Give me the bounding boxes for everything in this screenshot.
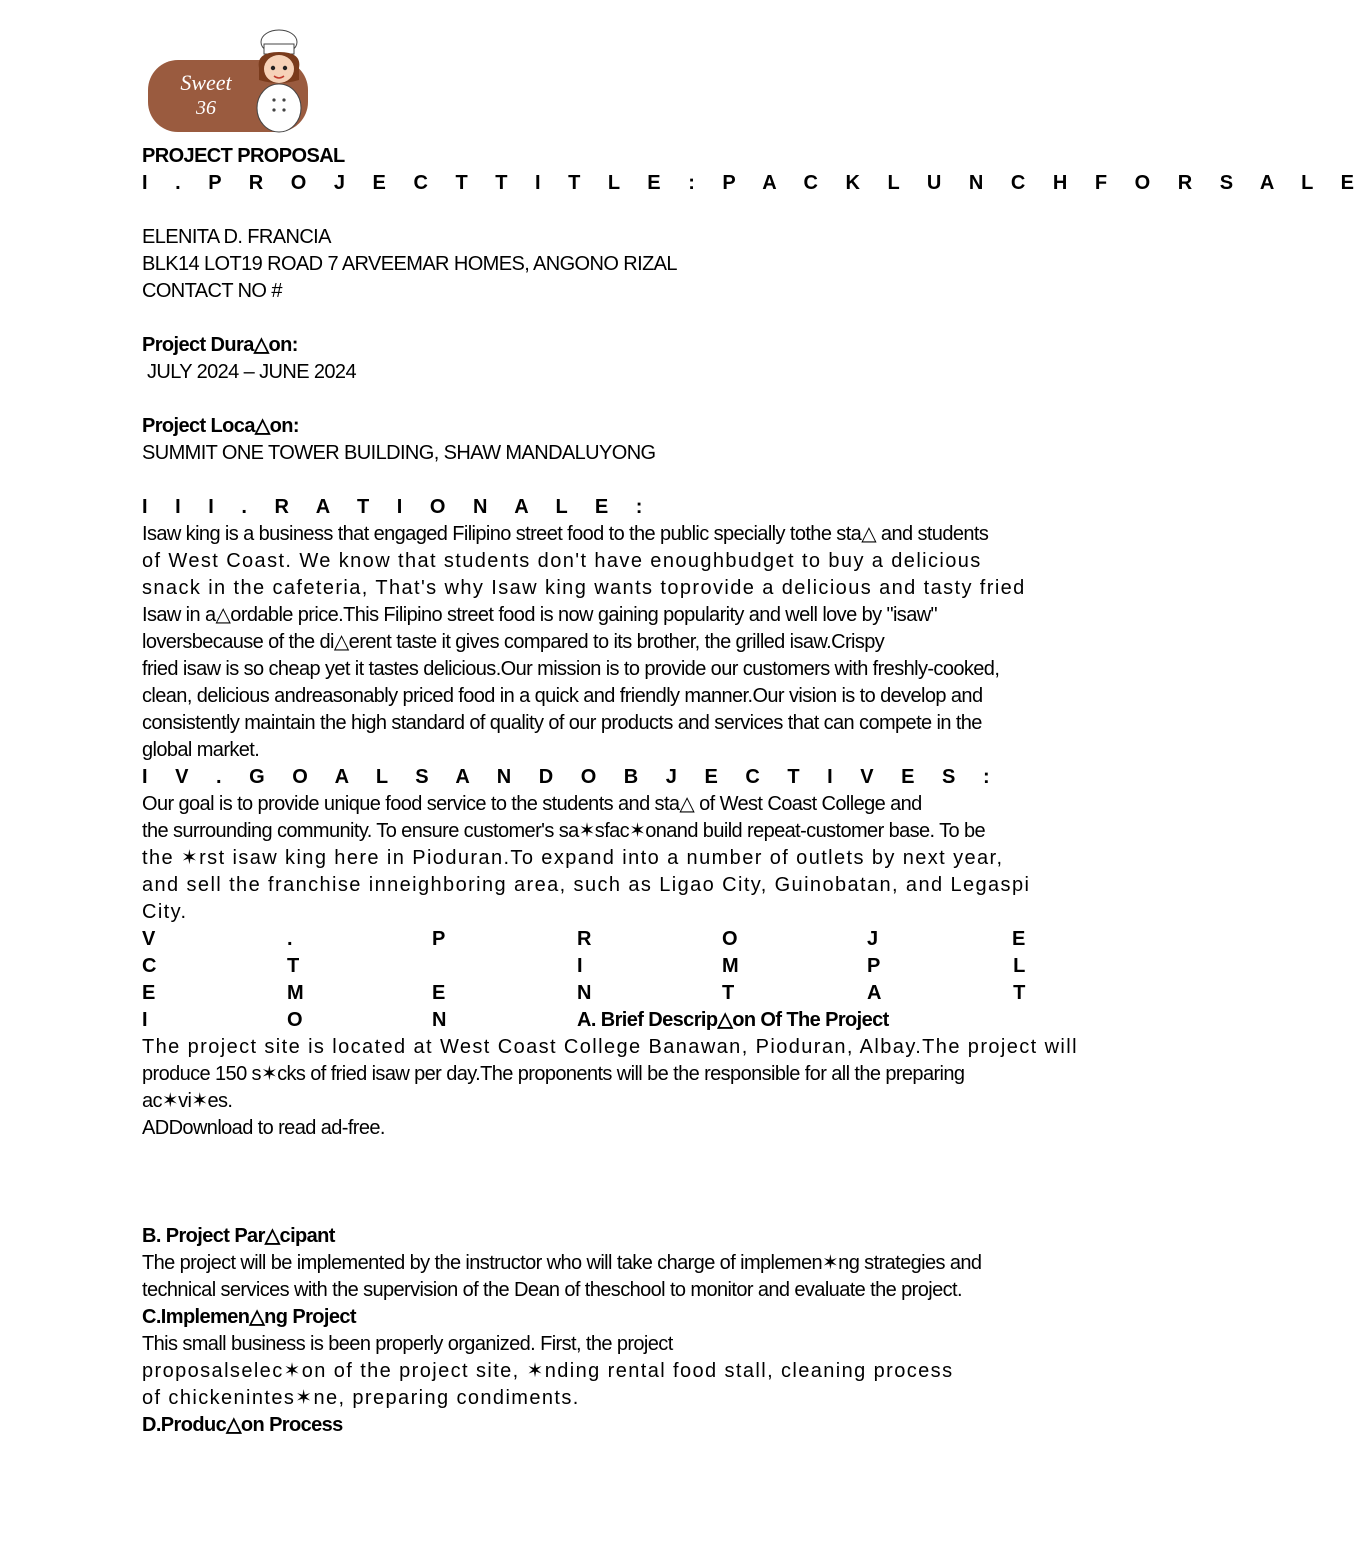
heading-letter: M	[722, 955, 739, 977]
rationale-line: global market.	[142, 739, 260, 761]
production-heading: D.Produc△on Process	[142, 1414, 343, 1436]
proposal-heading: PROJECT PROPOSAL	[142, 145, 345, 167]
heading-letter: E	[432, 982, 445, 1004]
brief-line: ac✶vi✶es.	[142, 1090, 233, 1112]
heading-letter: E	[1012, 928, 1025, 950]
duration-value: JULY 2024 – JUNE 2024	[142, 361, 356, 383]
heading-letter: P	[432, 928, 445, 950]
rationale-line: Isaw in a△ordable price.This Filipino street food is now gaining popularity and well love by "isaw"	[142, 604, 938, 626]
rationale-line: clean, delicious andreasonably priced food in a quick and friendly manner.Our vision is to develop and	[142, 685, 983, 707]
implementing-line: This small business is been properly organized. First, the project	[142, 1333, 673, 1355]
document-body	[142, 143, 1365, 1439]
heading-letter: C	[142, 955, 156, 977]
heading-letter: I	[577, 955, 582, 977]
implementing-line: of chickenintes✶ne, preparing condiments.	[142, 1387, 580, 1409]
project-implementation-heading	[142, 926, 1082, 1034]
brief-line: The project site is located at West Coast College Banawan, Pioduran, Albay.The project will	[142, 1036, 1078, 1058]
rationale-line: loversbecause of the di△erent taste it gives compared to its brother, the grilled isaw.Crispy	[142, 631, 885, 653]
rationale-heading: I I I . R A T I O N A L E :	[142, 496, 654, 518]
brief-description-heading: A. Brief Descrip△on Of The Project	[577, 1009, 889, 1031]
heading-letter: N	[577, 982, 591, 1004]
heading-letter: T	[1013, 982, 1025, 1004]
goals-line: the surrounding community. To ensure customer's sa✶sfac✶onand build repeat-customer base. To be	[142, 820, 986, 842]
heading-letter: .	[287, 928, 292, 950]
goals-heading: I V . G O A L S A N D O B J E C T I V E S :	[142, 766, 1001, 788]
heading-letter: O	[722, 928, 737, 950]
goals-line: the ✶rst isaw king here in Pioduran.To expand into a number of outlets by next year,	[142, 847, 1004, 869]
proponent-contact: CONTACT NO #	[142, 280, 282, 302]
rationale-line: consistently maintain the high standard of quality of our products and services that can compete in the	[142, 712, 982, 734]
heading-letter	[432, 953, 577, 980]
goals-line: Our goal is to provide unique food service to the students and sta△ of West Coast College and	[142, 793, 922, 815]
duration-label: Project Dura△on:	[142, 334, 298, 356]
rationale-line: Isaw king is a business that engaged Filipino street food to the public specially tothe sta△ and students	[142, 523, 989, 545]
sweet36-logo	[146, 28, 314, 134]
proponent-name: ELENITA D. FRANCIA	[142, 226, 331, 248]
implementing-heading: C.Implemen△ng Project	[142, 1306, 356, 1328]
location-value: SUMMIT ONE TOWER BUILDING, SHAW MANDALUYONG	[142, 442, 656, 464]
goals-line: and sell the franchise inneighboring area, such as Ligao City, Guinobatan, and Legaspi City.	[142, 874, 1031, 923]
heading-letter: E	[142, 982, 155, 1004]
participant-heading: B. Project Par△cipant	[142, 1225, 335, 1247]
heading-letter: L	[1013, 955, 1025, 977]
rationale-line: snack in the cafeteria, That's why Isaw king wants toprovide a delicious and tasty fried	[142, 577, 1026, 599]
logo-text-line2: 36	[196, 97, 216, 119]
chef-girl-icon	[257, 30, 301, 132]
download-ad-free-link[interactable]: ADDownload to read ad-free.	[142, 1117, 385, 1139]
heading-letter: O	[287, 1009, 302, 1031]
heading-letter: V	[142, 928, 155, 950]
proponent-address: BLK14 LOT19 ROAD 7 ARVEEMAR HOMES, ANGONO RIZAL	[142, 253, 677, 275]
heading-letter: N	[432, 1009, 446, 1031]
logo-text-line1: Sweet	[180, 70, 232, 95]
rationale-line: fried isaw is so cheap yet it tastes delicious.Our mission is to provide our customers with freshly-cooked,	[142, 658, 1000, 680]
heading-letter: I	[142, 1009, 147, 1031]
implementing-line: proposalselec✶on of the project site, ✶nding rental food stall, cleaning process	[142, 1360, 954, 1382]
participant-line: The project will be implemented by the instructor who will take charge of implemen✶ng strategies and	[142, 1252, 982, 1274]
participant-line: technical services with the supervision of the Dean of theschool to monitor and evaluate the project.	[142, 1279, 962, 1301]
heading-letter: T	[287, 955, 299, 977]
heading-letter: M	[287, 982, 304, 1004]
project-title: I . P R O J E C T T I T L E : P A C K L U N C H F O R S A L E	[142, 172, 1365, 194]
brief-line: produce 150 s✶cks of fried isaw per day.The proponents will be the responsible for all the preparing	[142, 1063, 965, 1085]
heading-letter: R	[577, 928, 591, 950]
heading-letter: T	[722, 982, 734, 1004]
heading-letter: J	[867, 928, 878, 950]
rationale-line: of West Coast. We know that students don't have enoughbudget to buy a delicious	[142, 550, 982, 572]
heading-letter: P	[867, 955, 880, 977]
heading-letter: A	[867, 982, 881, 1004]
location-label: Project Loca△on:	[142, 415, 299, 437]
